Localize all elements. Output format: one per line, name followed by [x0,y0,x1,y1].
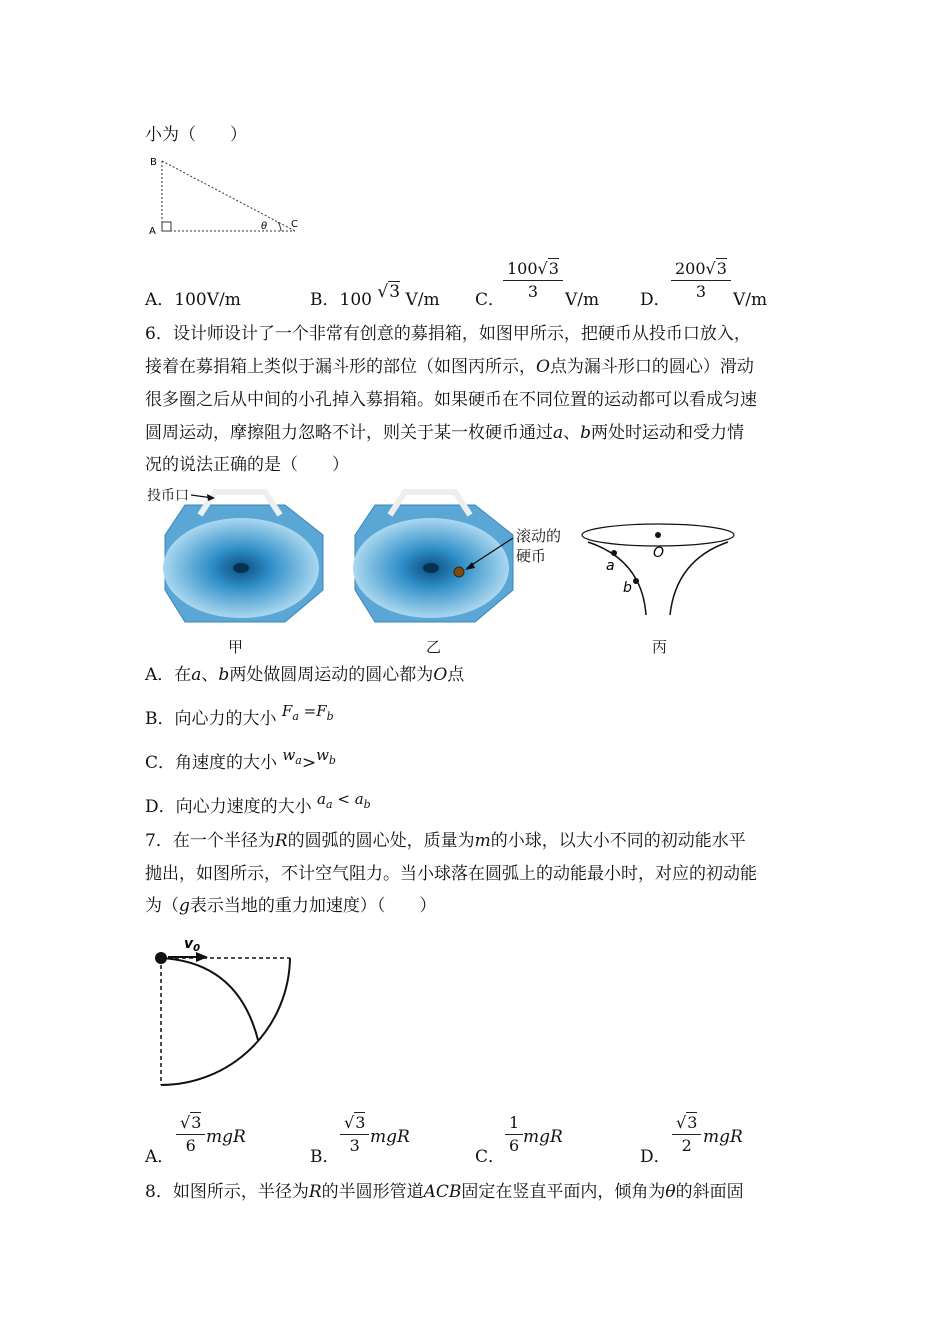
q5-label-b: B [150,157,157,168]
q5-option-d-num: 200 [675,259,706,278]
q7-option-c-label[interactable]: C． [475,1147,506,1167]
q5-option-a-label: A． [145,290,175,310]
q5-option-d-label[interactable]: D． [640,290,671,310]
q5-side-bc [162,161,295,231]
q6-coin-label-1: 滚动的 [516,527,562,545]
q6-point-o [655,532,661,538]
q5-option-c-num: 100 [507,259,538,278]
q6-caption-jia: 甲 [228,638,244,656]
q6-line-3: 很多圈之后从中间的小孔掉入募捐箱。如果硬币在不同位置的运动都可以看成匀速 [145,390,757,410]
q7-trajectory [161,958,258,1040]
q7-line-1: 7．在一个半径为R的圆弧的圆心处，质量为m的小球，以大小不同的初动能水平 [145,831,746,851]
q5-option-a[interactable] [145,289,241,311]
q6-label-o: O [653,545,665,561]
q6-option-b[interactable]: B．向心力的大小 $F_a =F_b$ [145,702,334,729]
q7-option-d-tail: mgR [703,1127,743,1147]
q7-option-c-fraction: $\frac{1}{6}$ [505,1112,523,1157]
q7-figure [148,930,298,1090]
q6-line-1: 6．设计师设计了一个非常有创意的募捐箱，如图甲所示，把硬币从投币口放入， [145,324,751,344]
q5-option-c-fraction: $\frac{100√3}{3}$ [503,258,563,303]
q6-slot-label: 投币口 [147,488,189,504]
q5-label-theta: θ [261,221,268,232]
q6-option-d[interactable]: D．向心力速度的大小 $a_a < a_b$ [145,790,371,817]
q5-option-b-label: B． [310,290,340,310]
q7-option-c-tail: mgR [523,1127,563,1147]
q5-right-angle-mark [162,222,171,231]
q7-ball [155,952,167,964]
q7-option-d-fraction: $\frac{√3}{2}$ [672,1112,701,1157]
q5-option-c-radicand: 3 [548,259,559,278]
q5-option-b[interactable]: B．100 √3 V/m [310,282,440,310]
q6-figure-bing [580,520,740,620]
q6-point-a [611,550,617,556]
q5-option-d-unit: V/m [733,290,768,310]
q6-funnel-right [670,542,728,615]
q5-option-c-unit: V/m [565,290,600,310]
q7-option-a-label[interactable]: A． [145,1147,175,1167]
q7-line-3: 为（g表示当地的重力加速度）（ ） [145,896,437,916]
q7-option-a-tail: mgR [206,1127,246,1147]
q5-option-b-coef: 100 [339,290,372,310]
q5-label-a: A [149,226,156,237]
q6-caption-bing: 丙 [652,638,668,656]
q6-coin-icon [454,567,464,577]
q8-line-1: 8．如图所示，半径为R的半圆形管道ACB固定在竖直平面内，倾角为θ的斜面固 [145,1182,744,1202]
q6-option-c[interactable]: C．角速度的大小 $w_a>w_b$ [145,746,336,773]
q6-label-b: b [623,580,632,596]
q7-arc [161,958,290,1085]
q6-line-4: 圆周运动，摩擦阻力忽略不计，则关于某一枚硬币通过a、b两处时运动和受力情 [145,423,745,443]
q5-tail-text: 小为（ ） [145,125,247,145]
q7-line-2: 抛出，如图所示，不计空气阻力。当小球落在圆弧上的动能最小时，对应的初动能 [145,864,757,884]
q6-label-a: a [606,558,615,574]
q6-point-b [633,578,639,584]
q6-coin-label-2: 硬币 [516,547,547,565]
q5-label-c: C [291,219,298,230]
q7-option-d-label[interactable]: D． [640,1147,671,1167]
q5-option-c-label[interactable]: C． [475,290,506,310]
q5-option-d-den: 3 [695,282,707,301]
q7-option-b-label[interactable]: B． [310,1147,340,1167]
q5-option-a-value: 100V/m [174,290,241,310]
q6-line-5: 况的说法正确的是（ ） [145,455,349,475]
q5-option-b-radicand: 3 [389,282,401,302]
q7-option-b-fraction: $\frac{√3}{3}$ [340,1112,369,1157]
q5-option-d-radicand: 3 [716,259,727,278]
q5-option-c-den: 3 [527,282,539,301]
q6-option-a[interactable]: A．在a、b两处做圆周运动的圆心都为O点 [145,665,465,685]
q7-option-a-fraction: $\frac{√3}{6}$ [176,1112,205,1157]
q6-line-2: 接着在募捐箱上类似于漏斗形的部位（如图丙所示，O点为漏斗形口的圆心）滑动 [145,357,754,377]
q7-v0-label: $v_0$ [184,936,201,954]
q5-option-b-unit: V/m [405,290,440,310]
q6-figure-jia [145,480,335,635]
q5-triangle-figure [145,152,305,237]
q5-option-d-fraction: $\frac{200√3}{3}$ [671,258,731,303]
q6-caption-yi: 乙 [426,638,442,656]
q7-option-b-tail: mgR [370,1127,410,1147]
